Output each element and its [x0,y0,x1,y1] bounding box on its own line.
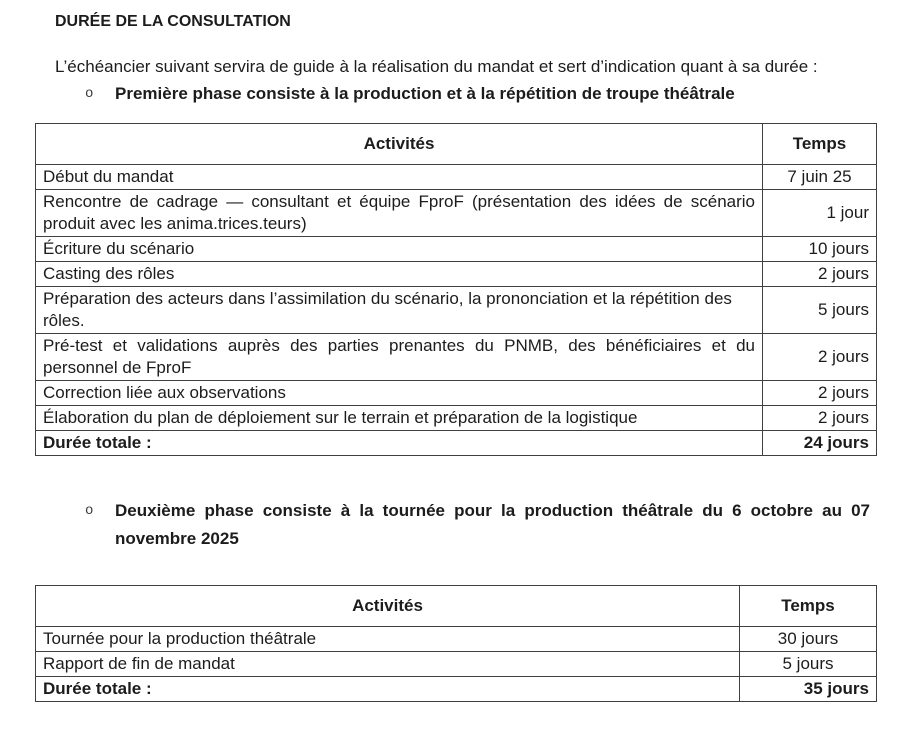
table-row [36,262,877,287]
time-cell: 7 juin 25 [763,165,877,190]
phase1-schedule-table [35,123,877,456]
table-row [36,627,877,652]
time-cell: 10 jours [763,237,877,262]
time-cell: 2 jours [763,406,877,431]
activity-cell: Durée totale : [36,677,740,702]
activity-cell: Écriture du scénario [36,237,763,262]
activity-cell: Rapport de fin de mandat [36,652,740,677]
table-row [36,165,877,190]
time-cell: 5 jours [740,652,877,677]
table-row [36,381,877,406]
time-cell: 35 jours [740,677,877,702]
bullet-marker: o [85,86,94,102]
phase1-bullet-item [55,84,896,104]
activity-cell: Rencontre de cadrage — consultant et équipe FproF (présentation des idées de scénario produit avec les anima.trices.teurs) [36,190,763,237]
time-cell: 24 jours [763,431,877,456]
phase2-bullet-text: Deuxième phase consiste à la tournée pour la production théâtrale du 6 octobre au 07 novembre 2025 [115,501,870,548]
time-cell: 1 jour [763,190,877,237]
table-row [36,334,877,381]
table-row [36,287,877,334]
table-row [36,652,877,677]
page-title: DURÉE DE LA CONSULTATION [55,13,291,30]
phase2-schedule-table [35,585,877,702]
table-row [36,237,877,262]
activity-cell: Début du mandat [36,165,763,190]
table-row [36,190,877,237]
column-header: Temps [740,586,877,627]
total-row [36,431,877,456]
activity-cell: Durée totale : [36,431,763,456]
column-header: Temps [763,124,877,165]
activity-cell: Correction liée aux observations [36,381,763,406]
activity-cell: Casting des rôles [36,262,763,287]
time-cell: 30 jours [740,627,877,652]
time-cell: 2 jours [763,381,877,406]
phase1-bullet-text: Première phase consiste à la production et à la répétition de troupe théâtrale [115,84,735,103]
column-header: Activités [36,124,763,165]
column-header: Activités [36,586,740,627]
time-cell: 2 jours [763,262,877,287]
activity-cell: Tournée pour la production théâtrale [36,627,740,652]
header-row [36,124,877,165]
activity-cell: Pré-test et validations auprès des parties prenantes du PNMB, des bénéficiaires et du personnel de FproF [36,334,763,381]
time-cell: 2 jours [763,334,877,381]
activity-cell: Préparation des acteurs dans l’assimilation du scénario, la prononciation et la répétition des rôles. [36,287,763,334]
table-row [36,406,877,431]
time-cell: 5 jours [763,287,877,334]
activity-cell: Élaboration du plan de déploiement sur le terrain et préparation de la logistique [36,406,763,431]
bullet-marker: o [85,503,94,519]
intro-paragraph: L’échéancier suivant servira de guide à la réalisation du mandat et sert d’indication quant à sa durée : [55,57,818,76]
total-row [36,677,877,702]
header-row [36,586,877,627]
phase2-bullet-item [55,497,896,553]
